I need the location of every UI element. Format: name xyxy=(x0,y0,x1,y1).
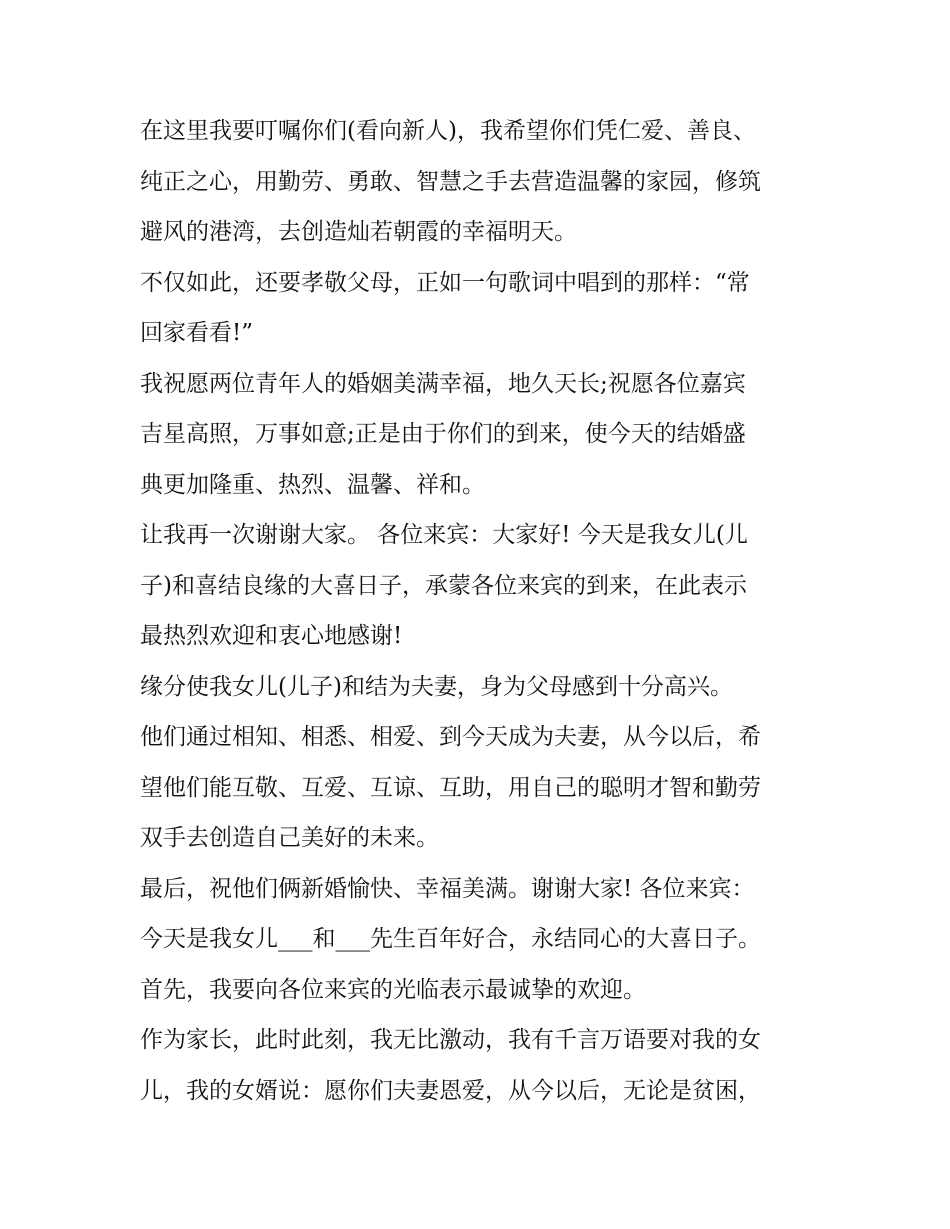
text-line-15: 双手去创造自己美好的未来。 xyxy=(140,825,439,851)
text-line-5: 回家看看!” xyxy=(140,320,254,346)
text-line-10: 子)和喜结良缘的大喜日子，承蒙各位来宾的到来，在此表示 xyxy=(140,572,747,599)
text-line-9: 让我再一次谢谢大家。 各位来宾：大家好! 今天是我女儿(儿 xyxy=(140,522,748,548)
body-text xyxy=(140,106,820,1116)
text-line-7: 吉星高照，万事如意;正是由于你们的到来，使今天的结婚盛 xyxy=(140,421,746,447)
text-line-6: 我祝愿两位青年人的婚姻美满幸福，地久天长;祝愿各位嘉宾 xyxy=(140,370,746,397)
text-line-8: 典更加隆重、热烈、温馨、祥和。 xyxy=(140,471,485,498)
text-line-18: 首先，我要向各位来宾的光临表示最诚挚的欢迎。 xyxy=(140,976,646,1003)
text-line-1: 在这里我要叮嘱你们(看向新人)，我希望你们凭仁爱、善良、 xyxy=(140,118,756,144)
text-line-4: 不仅如此，还要孝敬父母，正如一句歌词中唱到的那样：“常 xyxy=(140,269,750,296)
text-line-3: 避风的港湾，去创造灿若朝霞的幸福明天。 xyxy=(140,219,577,245)
text-line-19: 作为家长，此时此刻，我无比激动，我有千言万语要对我的女 xyxy=(140,1027,761,1053)
text-line-13: 他们通过相知、相悉、相爱、到今天成为夫妻，从今以后，希 xyxy=(140,724,761,750)
text-line-14: 望他们能互敬、互爱、互谅、互助，用自己的聪明才智和勤劳 xyxy=(140,774,761,801)
text-line-2: 纯正之心，用勤劳、勇敢、智慧之手去营造温馨的家园，修筑 xyxy=(140,168,761,195)
text-line-20: 儿，我的女婿说：愿你们夫妻恩爱，从今以后，无论是贫困， xyxy=(140,1077,761,1104)
text-line-17: 今天是我女儿___和___先生百年好合，永结同心的大喜日子。 xyxy=(140,926,761,952)
text-line-16: 最后，祝他们俩新婚愉快、幸福美满。谢谢大家! 各位来宾： xyxy=(140,875,755,902)
text-line-12: 缘分使我女儿(儿子)和结为夫妻，身为父母感到十分高兴。 xyxy=(140,673,733,700)
text-line-11: 最热烈欢迎和衷心地感谢! xyxy=(140,623,403,649)
